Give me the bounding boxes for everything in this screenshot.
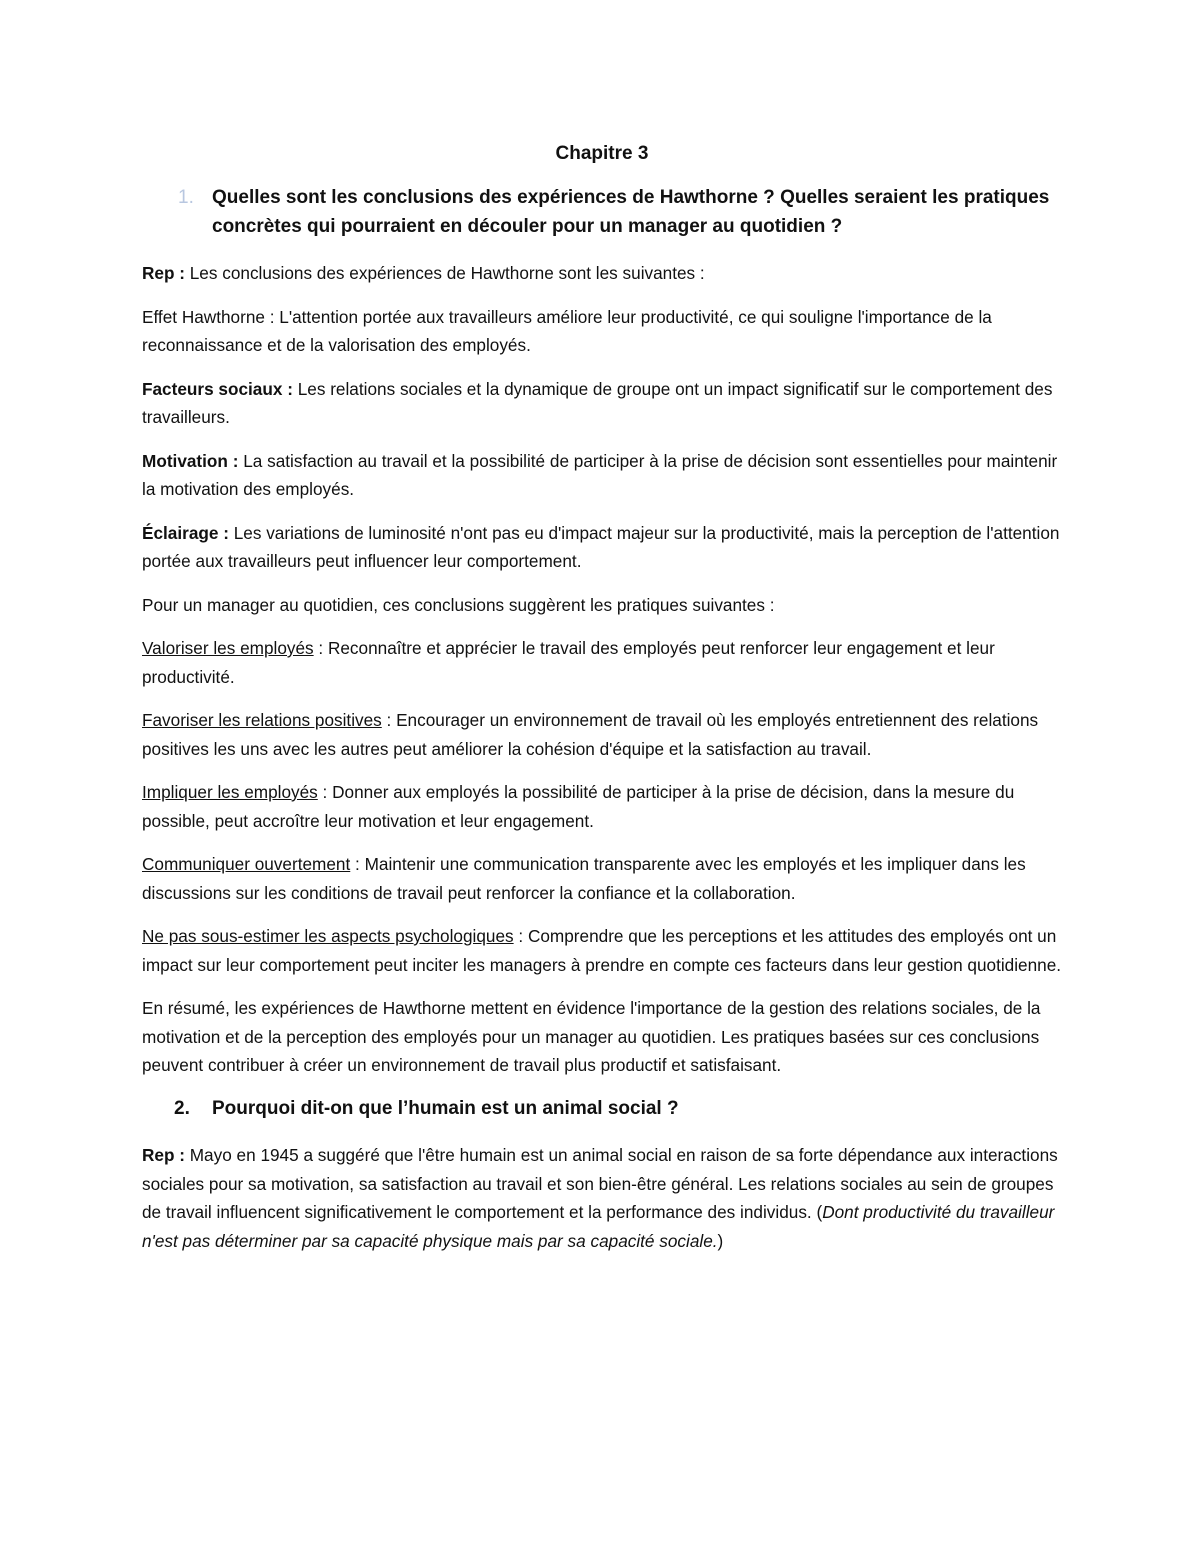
eclairage-text: Les variations de luminosité n'ont pas eu d'impact majeur sur la productivité, mais la perception de l'attention portée aux travailleurs peut influencer leur comportement. xyxy=(142,522,1060,571)
pratique-psychologiques-label: Ne pas sous-estimer les aspects psychologiques xyxy=(142,926,514,946)
pratique-psychologiques xyxy=(142,922,1062,979)
answer-1-text: Les conclusions des expériences de Hawthorne sont les suivantes : xyxy=(184,263,705,283)
paragraph-facteurs-sociaux xyxy=(142,375,1062,432)
pratique-communiquer xyxy=(142,850,1062,907)
motivation-text: La satisfaction au travail et la possibilité de participer à la prise de décision sont essentielles pour maintenir la motivation des employés. xyxy=(142,450,1058,499)
paragraph-intro-pratiques: Pour un manager au quotidien, ces conclusions suggèrent les pratiques suivantes : xyxy=(142,594,775,615)
paragraph-eclairage xyxy=(142,519,1062,576)
pratique-valoriser-text: : Reconnaître et apprécier le travail des employés peut renforcer leur engagement et leur productivité. xyxy=(142,638,995,687)
pratique-favoriser-label: Favoriser les relations positives xyxy=(142,710,382,730)
pratique-communiquer-text: : Maintenir une communication transparente avec les employés et les impliquer dans les discussions sur les conditions de travail peut renforcer la confiance et la collaboration. xyxy=(142,854,1026,903)
pratique-impliquer-text: : Donner aux employés la possibilité de participer à la prise de décision, dans la mesure du possible, peut accroître leur motivation et leur engagement. xyxy=(142,782,1015,831)
paragraph-effet-hawthorne: Effet Hawthorne : L'attention portée aux travailleurs améliore leur productivité, ce qui souligne l'importance de la reconnaissance et de la valorisation des employés. xyxy=(142,306,992,355)
pratique-communiquer-label: Communiquer ouvertement xyxy=(142,854,351,874)
pratique-psychologiques-text: : Comprendre que les perceptions et les attitudes des employés ont un impact sur leur comportement peut inciter les managers à prendre en compte ces facteurs dans leur gestion quotidienne. xyxy=(142,926,1062,975)
motivation-label: Motivation : xyxy=(142,450,239,471)
question-1-number: 1. xyxy=(178,187,194,208)
answer-2-text: Mayo en 1945 a suggéré que l'être humain est un animal social en raison de sa forte dépendance aux interactions sociales pour sa motivation, sa satisfaction au travail et son bien-être général. Les relations sociales au sein de groupes de travail influencent significativement le comportement et la performance des individus. ( xyxy=(142,1145,1058,1222)
answer-2 xyxy=(142,1141,1062,1255)
answer-1-label: Rep : xyxy=(142,263,185,283)
pratique-impliquer-label: Impliquer les employés xyxy=(142,782,318,802)
page-title: Chapitre 3 xyxy=(555,143,649,164)
answer-1-intro xyxy=(142,259,1062,288)
question-1 xyxy=(142,184,1062,241)
question-2 xyxy=(142,1095,1062,1124)
pratique-valoriser xyxy=(142,634,1062,691)
answer-2-italic: Dont productivité du travailleur n'est pas déterminer par sa capacité physique mais par sa capacité sociale. xyxy=(142,1202,1055,1251)
eclairage-label: Éclairage : xyxy=(142,522,229,543)
pratique-impliquer xyxy=(142,778,1062,835)
facteurs-label: Facteurs sociaux : xyxy=(142,378,293,399)
facteurs-text: Les relations sociales et la dynamique de groupe ont un impact significatif sur le comportement des travailleurs. xyxy=(142,378,1053,427)
answer-2-label: Rep : xyxy=(142,1145,185,1165)
pratique-favoriser xyxy=(142,706,1062,763)
answer-2-close: ) xyxy=(717,1230,724,1251)
paragraph-resume: En résumé, les expériences de Hawthorne mettent en évidence l'importance de la gestion des relations sociales, de la motivation et de la perception des employés pour un manager au quotidien. Les pratiques basées sur ces conclusions peuvent contribuer à créer un environnement de travail plus productif et satisfaisant. xyxy=(142,998,1041,1075)
question-1-text: Quelles sont les conclusions des expériences de Hawthorne ? Quelles seraient les pratiques concrètes qui pourraient en découler pour un manager au quotidien ? xyxy=(212,187,1050,237)
paragraph-motivation xyxy=(142,447,1062,504)
pratique-valoriser-label: Valoriser les employés xyxy=(142,638,314,658)
pratique-favoriser-text: : Encourager un environnement de travail où les employés entretiennent des relations positives les uns avec les autres peut améliorer la cohésion d'équipe et la satisfaction au travail. xyxy=(142,710,1039,759)
question-2-number: 2. xyxy=(174,1097,190,1119)
question-2-text: Pourquoi dit-on que l’humain est un animal social ? xyxy=(212,1097,679,1119)
document-page xyxy=(142,140,1062,1270)
